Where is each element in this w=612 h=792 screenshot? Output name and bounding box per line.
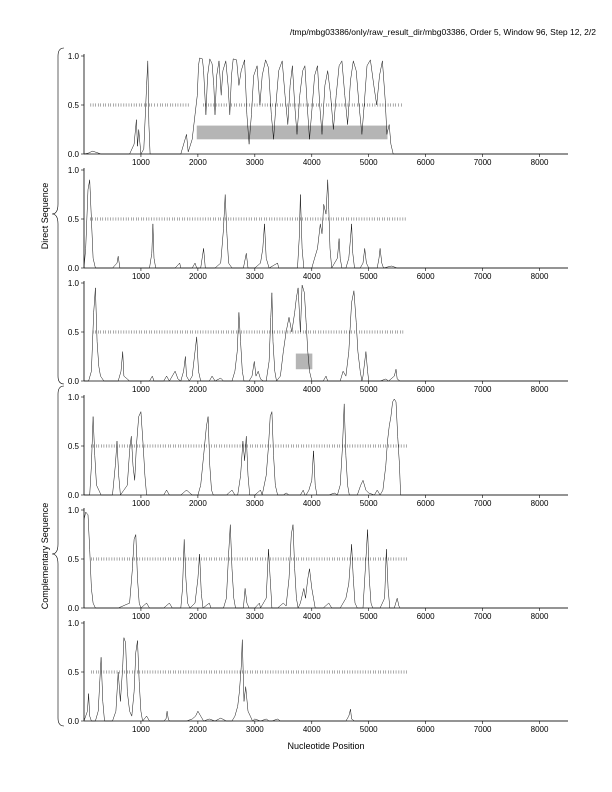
x-tick-label: 1000 bbox=[132, 612, 150, 621]
direct-sequence-bracket bbox=[52, 48, 64, 384]
y-tick-label: 1.0 bbox=[67, 619, 79, 628]
y-tick-label: 0.5 bbox=[67, 328, 79, 337]
x-tick-label: 1000 bbox=[132, 725, 150, 734]
panel-4 bbox=[68, 393, 568, 508]
y-tick-label: 1.0 bbox=[67, 393, 79, 402]
x-tick-label: 5000 bbox=[359, 612, 378, 621]
threshold-marks bbox=[91, 557, 406, 560]
series-line bbox=[84, 512, 568, 608]
x-axis-label: Nucleotide Position bbox=[287, 741, 365, 751]
x-tick-label: 6000 bbox=[416, 499, 435, 508]
panel-1 bbox=[68, 52, 568, 167]
x-tick-label: 7000 bbox=[473, 272, 492, 281]
x-tick-label: 3000 bbox=[245, 612, 264, 621]
threshold-marks bbox=[91, 444, 406, 447]
y-tick-label: 1.0 bbox=[67, 506, 79, 515]
x-tick-label: 1000 bbox=[132, 385, 150, 394]
x-tick-label: 4000 bbox=[302, 725, 321, 734]
x-tick-label: 2000 bbox=[188, 725, 207, 734]
complementary-sequence-label: Complementary Sequence bbox=[40, 502, 50, 610]
x-tick-label: 4000 bbox=[302, 499, 321, 508]
y-tick-label: 0.5 bbox=[67, 215, 79, 224]
figure-header: /tmp/mbg03386/only/raw_result_dir/mbg03386, Order 5, Window 96, Step 12, 2/2 bbox=[289, 27, 596, 37]
x-tick-label: 6000 bbox=[416, 725, 435, 734]
x-tick-label: 3000 bbox=[245, 499, 264, 508]
panel-5 bbox=[68, 506, 568, 621]
series-line bbox=[84, 638, 568, 721]
x-tick-label: 8000 bbox=[530, 725, 549, 734]
x-tick-label: 1000 bbox=[132, 158, 150, 167]
x-tick-label: 8000 bbox=[530, 385, 549, 394]
x-tick-label: 4000 bbox=[302, 272, 321, 281]
x-tick-label: 7000 bbox=[473, 158, 492, 167]
x-tick-label: 6000 bbox=[416, 272, 435, 281]
x-tick-label: 5000 bbox=[359, 499, 378, 508]
x-tick-label: 3000 bbox=[245, 158, 264, 167]
x-tick-label: 8000 bbox=[530, 158, 549, 167]
y-tick-label: 0.5 bbox=[67, 555, 79, 564]
x-tick-label: 7000 bbox=[473, 725, 492, 734]
x-tick-label: 8000 bbox=[530, 499, 549, 508]
x-tick-label: 5000 bbox=[359, 272, 378, 281]
x-tick-label: 2000 bbox=[188, 272, 207, 281]
series-line bbox=[84, 180, 568, 268]
y-tick-label: 0.5 bbox=[67, 668, 79, 677]
y-tick-label: 0.5 bbox=[67, 101, 79, 110]
y-tick-label: 0.0 bbox=[67, 264, 79, 273]
x-tick-label: 2000 bbox=[188, 385, 207, 394]
y-tick-label: 0.0 bbox=[67, 377, 79, 386]
x-tick-label: 4000 bbox=[302, 612, 321, 621]
panel-6 bbox=[68, 619, 568, 734]
x-tick-label: 7000 bbox=[473, 612, 492, 621]
x-tick-label: 7000 bbox=[473, 499, 492, 508]
x-tick-label: 6000 bbox=[416, 385, 435, 394]
y-tick-label: 0.0 bbox=[67, 150, 79, 159]
panel-2 bbox=[68, 166, 568, 281]
x-tick-label: 8000 bbox=[530, 612, 549, 621]
x-tick-label: 2000 bbox=[188, 612, 207, 621]
x-tick-label: 1000 bbox=[132, 272, 150, 281]
x-tick-label: 7000 bbox=[473, 385, 492, 394]
x-tick-label: 6000 bbox=[416, 158, 435, 167]
y-tick-label: 1.0 bbox=[67, 166, 79, 175]
x-tick-label: 4000 bbox=[302, 158, 321, 167]
y-tick-label: 0.0 bbox=[67, 491, 79, 500]
y-tick-label: 1.0 bbox=[67, 279, 79, 288]
x-tick-label: 5000 bbox=[359, 385, 378, 394]
x-tick-label: 1000 bbox=[132, 499, 150, 508]
series-line bbox=[84, 399, 568, 495]
y-tick-label: 0.0 bbox=[67, 717, 79, 726]
direct-sequence-label: Direct Sequence bbox=[40, 182, 50, 250]
x-tick-label: 3000 bbox=[245, 725, 264, 734]
panel-3 bbox=[68, 279, 568, 394]
series-line bbox=[84, 58, 568, 154]
x-tick-label: 4000 bbox=[302, 385, 321, 394]
x-tick-label: 3000 bbox=[245, 272, 264, 281]
y-tick-label: 0.5 bbox=[67, 442, 79, 451]
y-tick-label: 1.0 bbox=[67, 52, 79, 61]
shaded-region bbox=[197, 126, 388, 140]
complementary-sequence-bracket bbox=[52, 386, 64, 726]
shaded-region bbox=[296, 354, 313, 370]
threshold-marks bbox=[90, 217, 405, 220]
x-tick-label: 3000 bbox=[245, 385, 264, 394]
x-tick-label: 2000 bbox=[188, 158, 207, 167]
x-tick-label: 2000 bbox=[188, 499, 207, 508]
x-tick-label: 5000 bbox=[359, 158, 378, 167]
x-tick-label: 6000 bbox=[416, 612, 435, 621]
x-tick-label: 5000 bbox=[359, 725, 378, 734]
panel-stack bbox=[68, 52, 568, 734]
threshold-marks bbox=[93, 330, 403, 333]
x-tick-label: 8000 bbox=[530, 272, 549, 281]
y-tick-label: 0.0 bbox=[67, 604, 79, 613]
